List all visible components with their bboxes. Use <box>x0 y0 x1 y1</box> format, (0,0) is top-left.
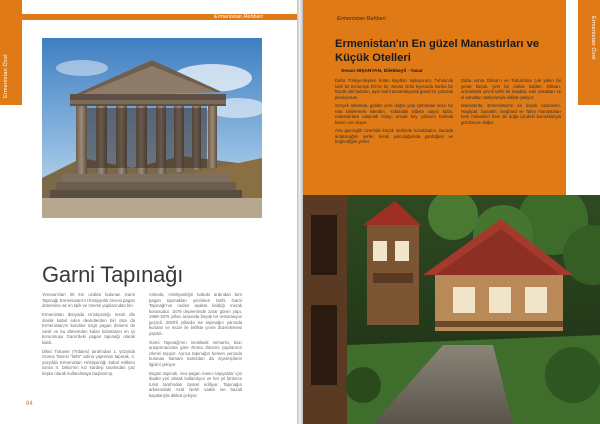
side-tab-label: Ermenistan Özel <box>590 16 596 60</box>
left-page <box>0 0 297 424</box>
paragraph: Garni Tapınağı'nın neoklasik mimarisi, bazı araştırmacılara göre Roma dönemi yapılarının izlerini taşıyor. Ayrıca tapınağın hemen yanında bulunan hamam kalıntıları da ziyaretçilerin ilgisini çekiyor. <box>149 339 242 367</box>
intro-column-2 <box>461 78 561 128</box>
side-tab-left <box>0 0 22 105</box>
paragraph: Yerevan'dan 30 km uzakta bulunan Garni Tapınağı Ermenistan'ın Hristiyanlık öncesi pagan dönemine ait en tipik ve önemli yapılarından biri. <box>42 292 135 308</box>
paragraph: Gerçek anlamda, gidilen yere doğru yola çıkmadan önce bir rota belirlemek isterdim. Yollardaki tabela sayısı fazla, manastırlara ulaşmak kolay; ancak köy yollarını bulmak bazen zor oluyor. <box>335 103 453 125</box>
section-label: Ermenistan Rehberi <box>337 16 386 22</box>
article-title: Ermenistan'ın En güzel Manastırları ve Küçük Otelleri <box>335 38 540 64</box>
side-tab-label: Ermenistan Özel <box>3 54 9 98</box>
paragraph: Dikici Tukaser (Trdates) tarafından 1. yüzyılda Güneş Tanrısı "Mihr" adına yaptırılan tapınak, 4. yüzyılda Ermenistan Hristiyanlığı kabul ettikten sonra II. Dikici'nin kız kardeşi tarafından yaz köşkü olarak kullanılmaya başlanmış. <box>42 348 135 376</box>
author-byline: Sevan NIŞANYAN, Dilekbeyli - Yazar <box>341 69 423 74</box>
garni-temple-photo <box>42 38 262 218</box>
paragraph: Ermenistan dünyada Hristiyanlığı resmi din olarak kabul eden devletlerden biri olsa da Ermenistan'ın kendine özgü pagan dönemi de vardı ve bu dönemden kalan kalıntıların en iyi korunmuşu Garni'deki pagan tapınağı olarak kaldı. <box>42 312 135 345</box>
village-photo <box>303 195 600 424</box>
paragraph: Ana güzergâh üzerinde küçük otellerde konakladım. Burada anlatacağım yerler, kendi yolculuğumda gördüğüm ve beğendiğim yerler. <box>335 128 453 144</box>
right-page <box>303 0 600 424</box>
intro-column-1 <box>335 78 453 148</box>
paragraph: Daha Türkiye'deyken bütün kayıtları topluyorum, Tuhulu'da tahli bir Ermeniye Eri'ne bir, Sevan Gölü kıyısında harika bir küçük otel buldum, aynı tarihi tamamlayarak güzel bir yolculuk planlıyorum. <box>335 78 453 100</box>
side-tab-right <box>578 0 600 105</box>
paragraph: Manastırlar, Ermenistan'ın en büyük hazineleri. Haghpat, Sanahin, Geghard ve Tatev manastırları hem mimarileri hem de doğa içindeki konumlarıyla görülmeye değer. <box>461 103 561 125</box>
paragraph: Bugün tapınak, neo-pagan inancı taşıyanlar için ibadet yeri olarak kullanılıyor ve her yıl binlerce turist tarafından ziyaret ediliyor. Tapınağın arkasındaki Azat Nehri vadisi ise bazalt kayalarıyla dikkat çekiyor. <box>149 370 242 398</box>
page-title-left: Garni Tapınağı <box>42 262 184 287</box>
section-label: Ermenistan Rehberi <box>214 14 263 20</box>
text-column-2 <box>149 292 242 402</box>
page-number: 84 <box>26 401 33 407</box>
paragraph: Daha sonra Dilican'ı ve Tuhulu'dan çok yakın bir yerde küçük, şirin bir otelde kaldım. Dilican, ormanlarla çevrili tarihi bir kasaba; eski sokakları ve el sanatları atölyeleriyle dikkat çekiyor. <box>461 78 561 100</box>
text-column-1 <box>42 292 135 380</box>
paragraph: Aslında, Hristiyanlığın kabulü ardından tüm pagan tapınakları yıkılırken tarihi Garni Tapınağı'nın neden ayakta kaldığı merak konusudur. 1679 depreminde zarar gören yapı, 1969-1975 yılları arasında büyük bir restorasyon geçirdi. 2000'li yıllarda ise tapınağın yanında kurulan ve müze ile birlikte çevre düzenlemesi yapıldı. <box>149 292 242 336</box>
